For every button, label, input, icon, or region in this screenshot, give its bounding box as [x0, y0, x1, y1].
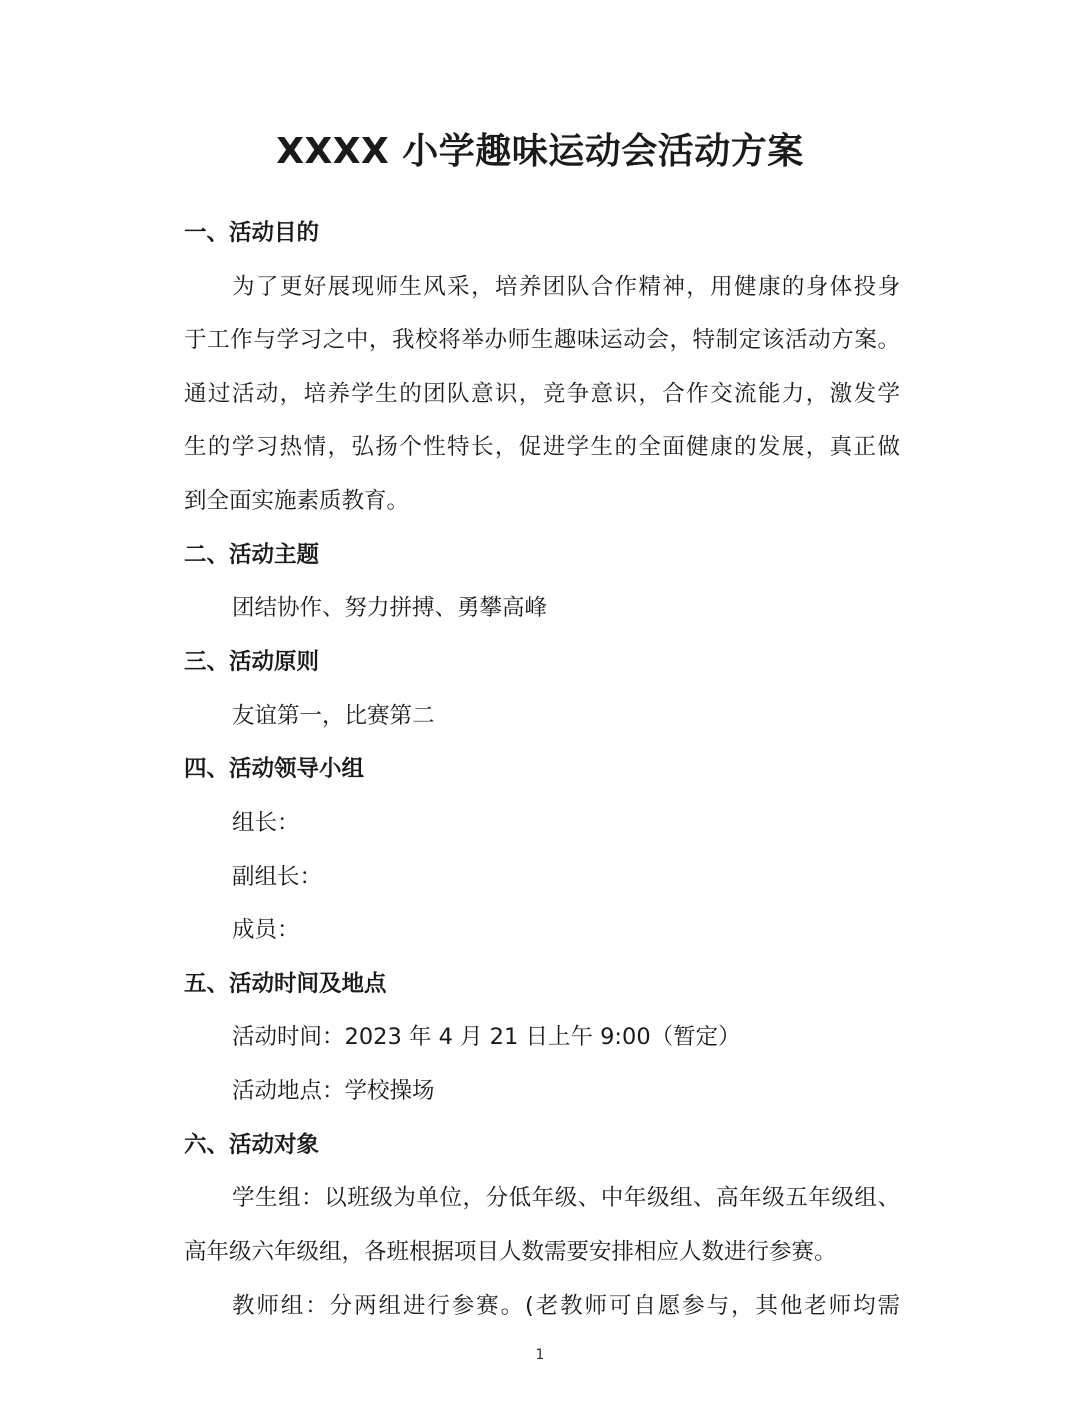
- section-heading-theme: 二、活动主题: [184, 542, 320, 568]
- deputy-leader-label: 副组长：: [232, 864, 323, 890]
- activity-time: 活动时间：2023 年 4 月 21 日上午 9:00（暂定）: [232, 1024, 741, 1050]
- theme-text: 团结协作、努力拼搏、勇攀高峰: [232, 595, 548, 621]
- purpose-paragraph-line: 生的学习热情，弘扬个性特长，促进学生的全面健康的发展，真正做: [184, 434, 900, 460]
- members-label: 成员：: [232, 917, 300, 943]
- section-heading-principle: 三、活动原则: [184, 649, 320, 675]
- purpose-paragraph-line: 到全面实施素质教育。: [184, 488, 410, 514]
- purpose-paragraph-line: 为了更好展现师生风采，培养团队合作精神，用健康的身体投身: [232, 274, 900, 300]
- students-group-line: 高年级六年级组，各班根据项目人数需要安排相应人数进行参赛。: [184, 1239, 837, 1265]
- section-heading-participants: 六、活动对象: [184, 1132, 320, 1158]
- activity-place: 活动地点：学校操场: [232, 1078, 435, 1104]
- document-title: XXXX 小学趣味运动会活动方案: [276, 131, 804, 172]
- section-heading-time-place: 五、活动时间及地点: [184, 971, 387, 997]
- purpose-paragraph-line: 通过活动，培养学生的团队意识，竞争意识，合作交流能力，激发学: [184, 381, 900, 407]
- section-heading-purpose: 一、活动目的: [184, 220, 320, 246]
- leader-label: 组长：: [232, 810, 300, 836]
- teachers-group-line: 教师组：分两组进行参赛。(老教师可自愿参与，其他老师均需: [232, 1293, 900, 1319]
- page-number: 1: [535, 1347, 545, 1363]
- principle-text: 友谊第一，比赛第二: [232, 703, 435, 729]
- students-group-line: 学生组：以班级为单位，分低年级、中年级组、高年级五年级组、: [232, 1185, 900, 1211]
- purpose-paragraph-line: 于工作与学习之中，我校将举办师生趣味运动会，特制定该活动方案。: [184, 327, 900, 353]
- section-heading-leadership: 四、活动领导小组: [184, 756, 365, 782]
